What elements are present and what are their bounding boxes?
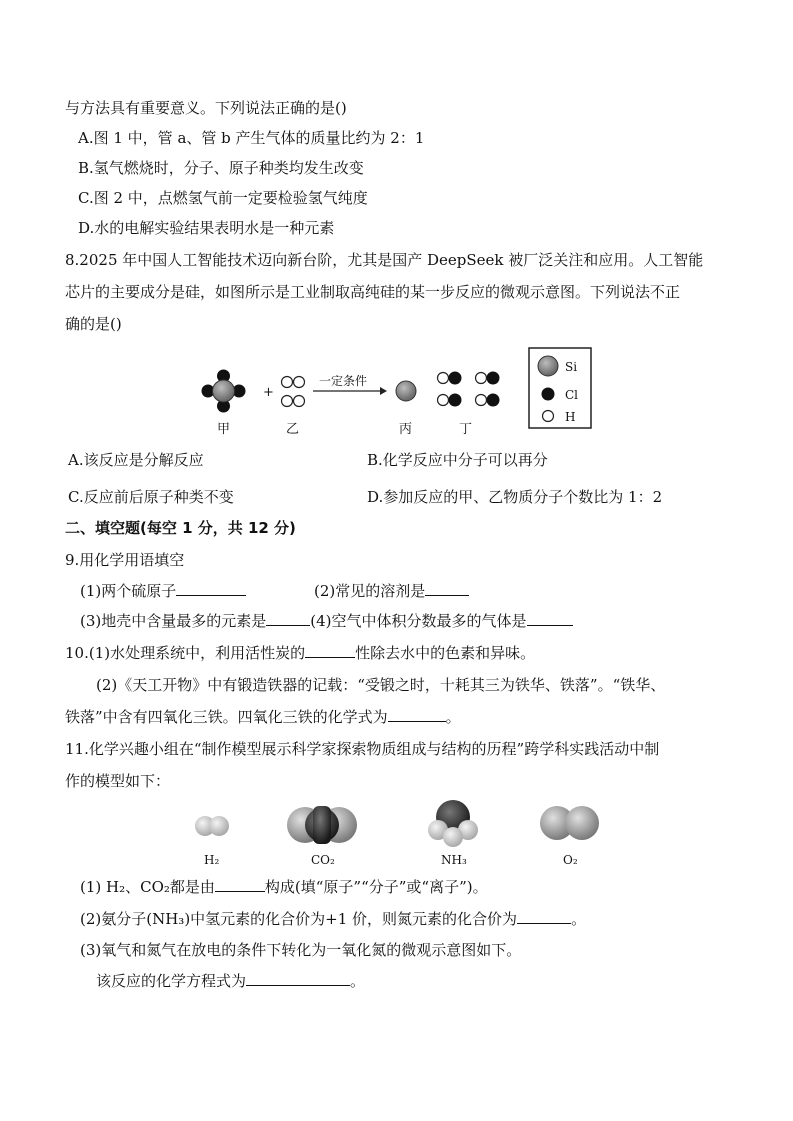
legend-cl: Cl bbox=[565, 388, 579, 402]
q9-part1-text: (1)两个硫原子 bbox=[80, 582, 177, 600]
molecule-models bbox=[185, 792, 615, 870]
q8-stem-line3: 确的是() bbox=[65, 315, 122, 333]
q9-part3-text: (3)地壳中含量最多的元素是 bbox=[80, 612, 267, 630]
q11-part4-text: 该反应的化学方程式为 bbox=[96, 972, 247, 990]
label-bing: 丙 bbox=[399, 422, 413, 437]
q9-part2 bbox=[314, 581, 469, 601]
q9-part2-blank[interactable] bbox=[425, 581, 469, 596]
q11-part1-blank[interactable] bbox=[215, 877, 265, 892]
q7-option-b: B.氢气燃烧时，分子、原子种类均发生改变 bbox=[78, 159, 364, 177]
q9-part3 bbox=[80, 611, 573, 631]
molecule-yi bbox=[282, 377, 305, 407]
molecule-bing bbox=[396, 381, 416, 401]
model-co2 bbox=[287, 806, 357, 844]
model-o2 bbox=[540, 806, 599, 840]
model-label-o2: O₂ bbox=[563, 853, 578, 867]
model-label-h2: H₂ bbox=[204, 853, 220, 867]
q7-option-c: C.图 2 中，点燃氢气前一定要检验氢气纯度 bbox=[78, 189, 368, 207]
model-nh3 bbox=[428, 800, 478, 847]
q11-part4-blank[interactable] bbox=[246, 971, 350, 986]
q9-part1-blank[interactable] bbox=[176, 581, 246, 596]
q9-stem: 9.用化学用语填空 bbox=[65, 551, 185, 569]
q8-option-b: B.化学反应中分子可以再分 bbox=[367, 451, 548, 469]
model-label-co2: CO₂ bbox=[311, 853, 335, 867]
q7-option-d: D.水的电解实验结果表明水是一种元素 bbox=[78, 219, 335, 237]
molecule-jia bbox=[202, 370, 246, 413]
model-label-nh3: NH₃ bbox=[441, 853, 467, 867]
q9-part1 bbox=[80, 581, 246, 601]
q8-stem-line2: 芯片的主要成分是硅，如图所示是工业制取高纯硅的某一步反应的微观示意图。下列说法不正 bbox=[65, 283, 681, 301]
q10-part1-blank[interactable] bbox=[305, 643, 355, 658]
q10-part3 bbox=[65, 707, 461, 727]
reaction-condition: 一定条件 bbox=[319, 374, 368, 388]
q10-part2: (2)《天工开物》中有锻造铁器的记载：“受锻之时，十耗其三为铁华、铁落”。“铁华、 bbox=[96, 676, 666, 694]
q11-part1-tail: 构成(填“原子”“分子”或“离子”)。 bbox=[264, 878, 488, 896]
q10-part1 bbox=[65, 643, 535, 663]
legend-h: H bbox=[565, 410, 576, 424]
q10-part3-tail: 。 bbox=[445, 708, 461, 726]
model-h2 bbox=[195, 816, 229, 836]
q11-part1-text: (1) H₂、CO₂都是由 bbox=[80, 878, 215, 896]
q10-part1-tail: 性除去水中的色素和异味。 bbox=[355, 644, 536, 662]
q8-option-a: A.该反应是分解反应 bbox=[68, 451, 204, 469]
q9-part4-text: (4)空气中体积分数最多的气体是 bbox=[310, 612, 527, 630]
q11-part2 bbox=[80, 909, 586, 929]
legend-si: Si bbox=[565, 360, 578, 374]
q8-option-d: D.参加反应的甲、乙物质分子个数比为 1：2 bbox=[367, 488, 663, 506]
q10-part3-blank[interactable] bbox=[388, 707, 446, 722]
label-yi: 乙 bbox=[286, 422, 300, 437]
q11-part4-tail: 。 bbox=[350, 972, 366, 990]
section-title: 二、填空题(每空 1 分，共 12 分) bbox=[65, 519, 296, 537]
q11-part2-text: (2)氨分子(NH₃)中氢元素的化合价为+1 价，则氮元素的化合价为 bbox=[80, 910, 518, 928]
q10-part3-text: 铁落”中含有四氧化三铁。四氧化三铁的化学式为 bbox=[65, 708, 388, 726]
q11-part2-tail: 。 bbox=[571, 910, 587, 928]
q11-part2-blank[interactable] bbox=[517, 909, 571, 924]
molecule-ding bbox=[438, 372, 500, 407]
q9-part3-blank[interactable] bbox=[266, 611, 310, 626]
q9-part4-blank[interactable] bbox=[527, 611, 573, 626]
q8-stem-line1: 8.2025 年中国人工智能技术迈向新台阶，尤其是国产 DeepSeek 被厂泛关注和应用。人工智能 bbox=[65, 251, 704, 269]
label-jia: 甲 bbox=[217, 422, 231, 437]
plus-sign: + bbox=[263, 385, 274, 400]
q11-stem-line1: 11.化学兴趣小组在“制作模型展示科学家探索物质组成与结构的历程”跨学科实践活动中制 bbox=[65, 740, 660, 758]
q11-part1 bbox=[80, 877, 488, 897]
q11-part3: (3)氧气和氮气在放电的条件下转化为一氧化氮的微观示意图如下。 bbox=[80, 941, 522, 959]
q11-part4 bbox=[96, 971, 365, 991]
q8-option-c: C.反应前后原子种类不变 bbox=[68, 488, 234, 506]
q7-option-a: A.图 1 中，管 a、管 b 产生气体的质量比约为 2：1 bbox=[78, 129, 425, 147]
legend bbox=[529, 348, 591, 428]
label-ding: 丁 bbox=[459, 422, 473, 437]
q9-part2-text: (2)常见的溶剂是 bbox=[314, 582, 426, 600]
reaction-diagram bbox=[195, 345, 625, 445]
q7-stem-tail: 与方法具有重要意义。下列说法正确的是() bbox=[65, 99, 347, 117]
q11-stem-line2: 作的模型如下： bbox=[65, 772, 171, 790]
q10-part1-text: 10.(1)水处理系统中，利用活性炭的 bbox=[65, 644, 306, 662]
